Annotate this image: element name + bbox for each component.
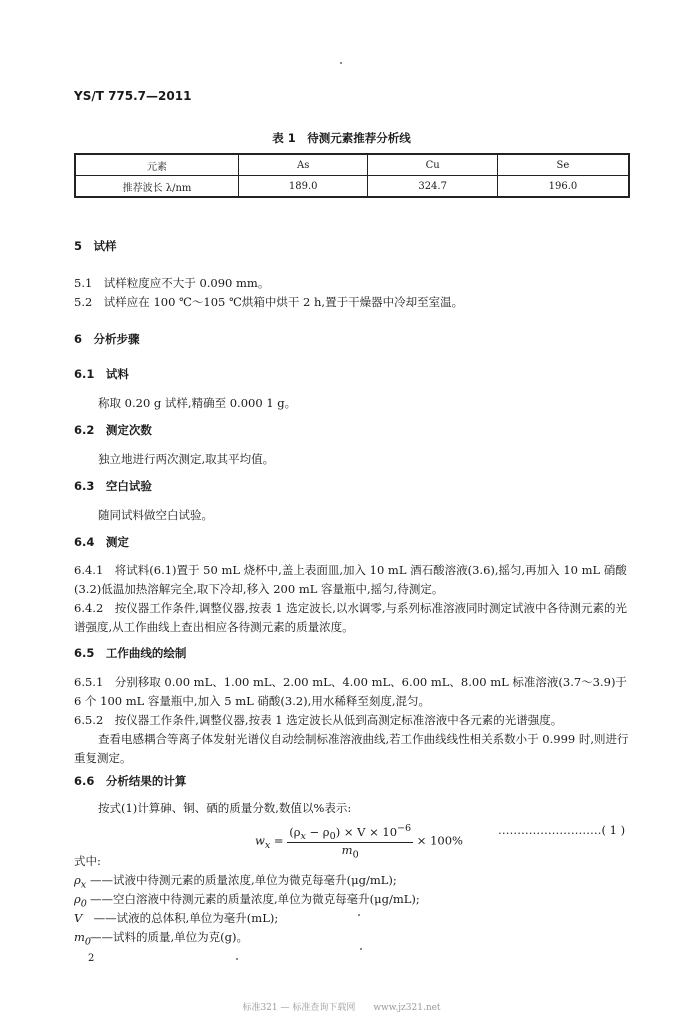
table-cell: Cu xyxy=(368,154,497,176)
scan-speck xyxy=(360,948,362,950)
clause-6-4-2: 6.4.2 按仪器工作条件,调整仪器,按表 1 选定波长,以水调零,与系列标准溶液同时测定试液中各待测元素的光谱强度,从工作曲线上查出相应各待测元素的质量浓度。 xyxy=(74,601,628,634)
formula-lhs-sub: x xyxy=(264,840,271,852)
table-cell: 196.0 xyxy=(497,176,629,198)
table-cell: 推荐波长 λ/nm xyxy=(75,176,239,198)
formula-numerator: $(\rho_x - \rho_0) \times V \times 10^{-6}$ xyxy=(289,823,412,843)
formula-times-100: × 100% xyxy=(416,833,463,848)
formula-denominator: $m_0$ xyxy=(341,843,359,861)
clause-6-2-heading: 6.2 测定次数 xyxy=(74,423,152,437)
variable-row: $m_0——$试料的质量,单位为克(g)。 xyxy=(74,930,248,948)
clause-6-2-text: 独立地进行两次测定,取其平均值。 xyxy=(98,452,275,466)
clause-6-5-2-note: 查看电感耦合等离子体发射光谱仪自动绘制标准溶液曲线,若工作曲线线性相关系数小于 0.999 时,则进行重复测定。 xyxy=(74,732,629,765)
clause-6-4-heading: 6.4 测定 xyxy=(74,535,129,549)
table-cell: 324.7 xyxy=(368,176,497,198)
variable-row: V ——试液的总体积,单位为毫升(mL); xyxy=(74,911,279,925)
scan-speck xyxy=(236,958,238,960)
variable-row: $\rho_0$ ——空白溶液中待测元素的质量浓度,单位为微克每毫升(μg/mL); xyxy=(74,892,420,910)
scan-speck xyxy=(358,914,360,916)
clause-6-5-2: 6.5.2 按仪器工作条件,调整仪器,按表 1 选定波长从低到高测定标准溶液中各元素的光谱强度。 xyxy=(74,713,563,727)
clause-6-5-heading: 6.5 工作曲线的绘制 xyxy=(74,646,187,660)
watermark-footer: 标准321 — 标准查询下载网 www.jz321.net xyxy=(242,1003,441,1013)
clause-6-3-text: 随同试料做空白试验。 xyxy=(98,508,213,522)
table-cell: 189.0 xyxy=(239,176,368,198)
table-cell: 元素 xyxy=(75,154,239,176)
clause-6-1-heading: 6.1 试料 xyxy=(74,367,129,381)
table-header-row xyxy=(75,154,629,176)
scan-speck xyxy=(340,62,342,64)
formula-1 xyxy=(255,823,463,860)
table-cell: As xyxy=(239,154,368,176)
table-title: 表 1 待测元素推荐分析线 xyxy=(272,131,411,145)
formula-fraction xyxy=(287,823,413,860)
clause-5-2: 5.2 试样应在 100 ℃～105 ℃烘箱中烘干 2 h,置于干燥器中冷却至室温。 xyxy=(74,295,464,309)
table-cell: Se xyxy=(497,154,629,176)
clause-6-5-1: 6.5.1 分别移取 0.00 mL、1.00 mL、2.00 mL、4.00 mL、6.00 mL、8.00 mL 标准溶液(3.7～3.9)于 6 个 100 mL 容量瓶中,加入 5 mL 硝酸(3.2),用水稀释至刻度,混匀。 xyxy=(74,675,627,708)
variable-row: $\rho_x$ ——试液中待测元素的质量浓度,单位为微克每毫升(μg/mL); xyxy=(74,873,397,891)
equation-number: ………………………( 1 ) xyxy=(498,823,626,837)
where-label: 式中: xyxy=(74,854,101,868)
formula-equals: = xyxy=(273,833,284,848)
table-row xyxy=(75,176,629,198)
page-number: 2 xyxy=(88,953,95,964)
clause-6-1-text: 称取 0.20 g 试样,精确至 0.000 1 g。 xyxy=(98,396,297,410)
section-5-heading: 5 试样 xyxy=(74,239,117,253)
clause-6-4-1: 6.4.1 将试料(6.1)置于 50 mL 烧杯中,盖上表面皿,加入 10 mL 酒石酸溶液(3.6),摇匀,再加入 10 mL 硝酸(3.2)低温加热溶解完全,取下冷却,移入 200 mL 容量瓶中,摇匀,待测定。 xyxy=(74,563,627,596)
formula-lhs: w xyxy=(255,833,265,848)
standard-code: YS/T 775.7—2011 xyxy=(74,89,192,103)
clause-5-1: 5.1 试样粒度应不大于 0.090 mm。 xyxy=(74,276,270,290)
clause-6-6-heading: 6.6 分析结果的计算 xyxy=(74,774,187,788)
section-6-heading: 6 分析步骤 xyxy=(74,332,140,346)
clause-6-6-intro: 按式(1)计算砷、铜、硒的质量分数,数值以%表示: xyxy=(98,801,352,815)
recommended-wavelength-table xyxy=(74,153,630,198)
clause-6-3-heading: 6.3 空白试验 xyxy=(74,479,152,493)
